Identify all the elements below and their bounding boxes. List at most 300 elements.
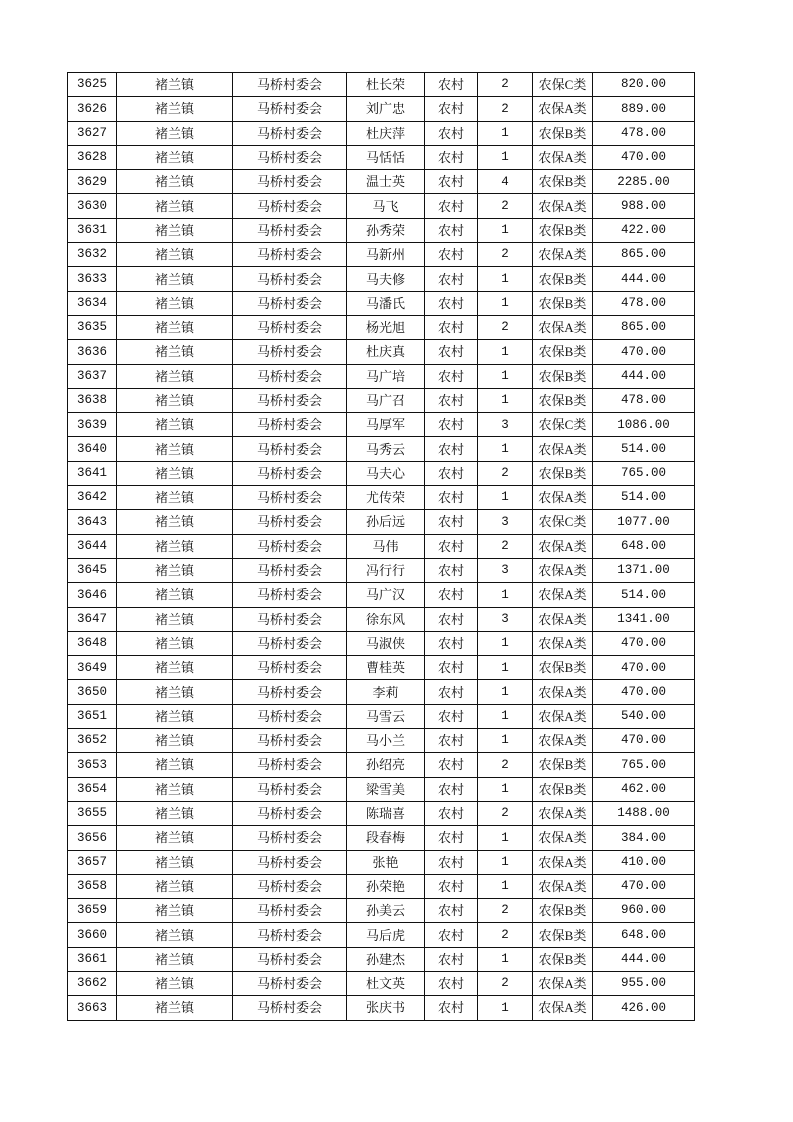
town-cell: 褚兰镇 (117, 729, 233, 753)
town-cell: 褚兰镇 (117, 145, 233, 169)
household-size-cell: 1 (478, 850, 533, 874)
row-number-cell: 3633 (68, 267, 117, 291)
name-cell: 温士英 (347, 170, 425, 194)
area-cell: 农村 (425, 291, 478, 315)
category-cell: 农保A类 (533, 486, 593, 510)
household-size-cell: 1 (478, 291, 533, 315)
town-cell: 褚兰镇 (117, 534, 233, 558)
name-cell: 孙绍亮 (347, 753, 425, 777)
row-number-cell: 3656 (68, 826, 117, 850)
village-cell: 马桥村委会 (233, 874, 347, 898)
amount-cell: 470.00 (593, 145, 695, 169)
name-cell: 李莉 (347, 680, 425, 704)
household-size-cell: 3 (478, 510, 533, 534)
amount-cell: 470.00 (593, 656, 695, 680)
town-cell: 褚兰镇 (117, 801, 233, 825)
name-cell: 马广培 (347, 364, 425, 388)
row-number-cell: 3643 (68, 510, 117, 534)
amount-cell: 820.00 (593, 73, 695, 97)
amount-cell: 889.00 (593, 97, 695, 121)
amount-cell: 444.00 (593, 364, 695, 388)
household-size-cell: 2 (478, 73, 533, 97)
amount-cell: 1077.00 (593, 510, 695, 534)
category-cell: 农保A类 (533, 996, 593, 1020)
household-size-cell: 1 (478, 340, 533, 364)
table-row (68, 73, 695, 97)
town-cell: 褚兰镇 (117, 753, 233, 777)
area-cell: 农村 (425, 267, 478, 291)
amount-cell: 955.00 (593, 971, 695, 995)
row-number-cell: 3626 (68, 97, 117, 121)
table-row (68, 486, 695, 510)
table-row (68, 801, 695, 825)
household-size-cell: 1 (478, 631, 533, 655)
area-cell: 农村 (425, 413, 478, 437)
household-size-cell: 2 (478, 194, 533, 218)
amount-cell: 422.00 (593, 218, 695, 242)
table-row (68, 218, 695, 242)
amount-cell: 462.00 (593, 777, 695, 801)
household-size-cell: 2 (478, 243, 533, 267)
area-cell: 农村 (425, 801, 478, 825)
amount-cell: 960.00 (593, 899, 695, 923)
household-size-cell: 3 (478, 607, 533, 631)
area-cell: 农村 (425, 388, 478, 412)
town-cell: 褚兰镇 (117, 777, 233, 801)
household-size-cell: 1 (478, 729, 533, 753)
area-cell: 农村 (425, 704, 478, 728)
row-number-cell: 3641 (68, 461, 117, 485)
town-cell: 褚兰镇 (117, 243, 233, 267)
category-cell: 农保B类 (533, 923, 593, 947)
household-size-cell: 1 (478, 996, 533, 1020)
household-size-cell: 2 (478, 315, 533, 339)
town-cell: 褚兰镇 (117, 656, 233, 680)
table-row (68, 583, 695, 607)
category-cell: 农保B类 (533, 170, 593, 194)
town-cell: 褚兰镇 (117, 437, 233, 461)
village-cell: 马桥村委会 (233, 534, 347, 558)
household-size-cell: 2 (478, 801, 533, 825)
row-number-cell: 3628 (68, 145, 117, 169)
area-cell: 农村 (425, 923, 478, 947)
category-cell: 农保B类 (533, 340, 593, 364)
town-cell: 褚兰镇 (117, 874, 233, 898)
row-number-cell: 3625 (68, 73, 117, 97)
household-size-cell: 2 (478, 534, 533, 558)
amount-cell: 410.00 (593, 850, 695, 874)
village-cell: 马桥村委会 (233, 631, 347, 655)
area-cell: 农村 (425, 899, 478, 923)
village-cell: 马桥村委会 (233, 558, 347, 582)
village-cell: 马桥村委会 (233, 899, 347, 923)
amount-cell: 478.00 (593, 291, 695, 315)
table-row (68, 996, 695, 1020)
row-number-cell: 3660 (68, 923, 117, 947)
area-cell: 农村 (425, 753, 478, 777)
benefit-list-table (67, 72, 695, 1021)
row-number-cell: 3638 (68, 388, 117, 412)
amount-cell: 648.00 (593, 534, 695, 558)
amount-cell: 988.00 (593, 194, 695, 218)
table-row (68, 826, 695, 850)
category-cell: 农保A类 (533, 971, 593, 995)
row-number-cell: 3648 (68, 631, 117, 655)
household-size-cell: 1 (478, 388, 533, 412)
amount-cell: 384.00 (593, 826, 695, 850)
category-cell: 农保B类 (533, 753, 593, 777)
area-cell: 农村 (425, 826, 478, 850)
area-cell: 农村 (425, 121, 478, 145)
amount-cell: 470.00 (593, 631, 695, 655)
row-number-cell: 3647 (68, 607, 117, 631)
town-cell: 褚兰镇 (117, 826, 233, 850)
town-cell: 褚兰镇 (117, 996, 233, 1020)
amount-cell: 514.00 (593, 486, 695, 510)
row-number-cell: 3635 (68, 315, 117, 339)
row-number-cell: 3637 (68, 364, 117, 388)
table-row (68, 388, 695, 412)
row-number-cell: 3629 (68, 170, 117, 194)
category-cell: 农保B类 (533, 291, 593, 315)
name-cell: 马淑侠 (347, 631, 425, 655)
area-cell: 农村 (425, 486, 478, 510)
name-cell: 马飞 (347, 194, 425, 218)
area-cell: 农村 (425, 170, 478, 194)
town-cell: 褚兰镇 (117, 486, 233, 510)
row-number-cell: 3657 (68, 850, 117, 874)
area-cell: 农村 (425, 218, 478, 242)
row-number-cell: 3627 (68, 121, 117, 145)
row-number-cell: 3654 (68, 777, 117, 801)
area-cell: 农村 (425, 777, 478, 801)
name-cell: 张艳 (347, 850, 425, 874)
amount-cell: 865.00 (593, 243, 695, 267)
area-cell: 农村 (425, 534, 478, 558)
category-cell: 农保A类 (533, 558, 593, 582)
name-cell: 孙荣艳 (347, 874, 425, 898)
village-cell: 马桥村委会 (233, 996, 347, 1020)
row-number-cell: 3658 (68, 874, 117, 898)
table-row (68, 315, 695, 339)
amount-cell: 765.00 (593, 461, 695, 485)
area-cell: 农村 (425, 558, 478, 582)
category-cell: 农保A类 (533, 534, 593, 558)
amount-cell: 648.00 (593, 923, 695, 947)
area-cell: 农村 (425, 607, 478, 631)
table-row (68, 145, 695, 169)
village-cell: 马桥村委会 (233, 680, 347, 704)
household-size-cell: 1 (478, 364, 533, 388)
area-cell: 农村 (425, 315, 478, 339)
row-number-cell: 3649 (68, 656, 117, 680)
table-row (68, 97, 695, 121)
town-cell: 褚兰镇 (117, 850, 233, 874)
amount-cell: 514.00 (593, 583, 695, 607)
amount-cell: 470.00 (593, 729, 695, 753)
name-cell: 马恬恬 (347, 145, 425, 169)
name-cell: 马夫心 (347, 461, 425, 485)
name-cell: 孙美云 (347, 899, 425, 923)
village-cell: 马桥村委会 (233, 218, 347, 242)
row-number-cell: 3634 (68, 291, 117, 315)
name-cell: 马雪云 (347, 704, 425, 728)
name-cell: 马秀云 (347, 437, 425, 461)
household-size-cell: 2 (478, 923, 533, 947)
name-cell: 马小兰 (347, 729, 425, 753)
row-number-cell: 3636 (68, 340, 117, 364)
town-cell: 褚兰镇 (117, 510, 233, 534)
table-row (68, 461, 695, 485)
category-cell: 农保A类 (533, 631, 593, 655)
household-size-cell: 2 (478, 753, 533, 777)
name-cell: 杜庆真 (347, 340, 425, 364)
village-cell: 马桥村委会 (233, 315, 347, 339)
village-cell: 马桥村委会 (233, 510, 347, 534)
village-cell: 马桥村委会 (233, 656, 347, 680)
village-cell: 马桥村委会 (233, 121, 347, 145)
town-cell: 褚兰镇 (117, 364, 233, 388)
category-cell: 农保A类 (533, 874, 593, 898)
amount-cell: 1371.00 (593, 558, 695, 582)
amount-cell: 1341.00 (593, 607, 695, 631)
table-row (68, 753, 695, 777)
amount-cell: 514.00 (593, 437, 695, 461)
household-size-cell: 1 (478, 777, 533, 801)
amount-cell: 1488.00 (593, 801, 695, 825)
amount-cell: 540.00 (593, 704, 695, 728)
area-cell: 农村 (425, 874, 478, 898)
area-cell: 农村 (425, 194, 478, 218)
town-cell: 褚兰镇 (117, 583, 233, 607)
table-row (68, 534, 695, 558)
name-cell: 孙后远 (347, 510, 425, 534)
table-body (68, 73, 695, 1021)
village-cell: 马桥村委会 (233, 364, 347, 388)
town-cell: 褚兰镇 (117, 704, 233, 728)
table-row (68, 874, 695, 898)
table-row (68, 656, 695, 680)
table-row (68, 413, 695, 437)
household-size-cell: 1 (478, 826, 533, 850)
village-cell: 马桥村委会 (233, 753, 347, 777)
area-cell: 农村 (425, 73, 478, 97)
name-cell: 陈瑞喜 (347, 801, 425, 825)
name-cell: 张庆书 (347, 996, 425, 1020)
row-number-cell: 3650 (68, 680, 117, 704)
table-row (68, 170, 695, 194)
table-row (68, 923, 695, 947)
row-number-cell: 3632 (68, 243, 117, 267)
amount-cell: 765.00 (593, 753, 695, 777)
area-cell: 农村 (425, 656, 478, 680)
household-size-cell: 3 (478, 558, 533, 582)
category-cell: 农保A类 (533, 315, 593, 339)
row-number-cell: 3651 (68, 704, 117, 728)
household-size-cell: 1 (478, 656, 533, 680)
name-cell: 马潘氏 (347, 291, 425, 315)
name-cell: 尤传荣 (347, 486, 425, 510)
table-row (68, 729, 695, 753)
name-cell: 孙建杰 (347, 947, 425, 971)
area-cell: 农村 (425, 680, 478, 704)
area-cell: 农村 (425, 340, 478, 364)
category-cell: 农保B类 (533, 121, 593, 145)
category-cell: 农保B类 (533, 388, 593, 412)
amount-cell: 470.00 (593, 340, 695, 364)
category-cell: 农保B类 (533, 947, 593, 971)
row-number-cell: 3663 (68, 996, 117, 1020)
village-cell: 马桥村委会 (233, 413, 347, 437)
name-cell: 马新州 (347, 243, 425, 267)
row-number-cell: 3661 (68, 947, 117, 971)
village-cell: 马桥村委会 (233, 777, 347, 801)
area-cell: 农村 (425, 947, 478, 971)
household-size-cell: 1 (478, 145, 533, 169)
village-cell: 马桥村委会 (233, 729, 347, 753)
village-cell: 马桥村委会 (233, 97, 347, 121)
village-cell: 马桥村委会 (233, 267, 347, 291)
household-size-cell: 1 (478, 874, 533, 898)
town-cell: 褚兰镇 (117, 631, 233, 655)
household-size-cell: 1 (478, 704, 533, 728)
amount-cell: 426.00 (593, 996, 695, 1020)
household-size-cell: 2 (478, 899, 533, 923)
name-cell: 杨光旭 (347, 315, 425, 339)
table-row (68, 899, 695, 923)
table-row (68, 704, 695, 728)
town-cell: 褚兰镇 (117, 923, 233, 947)
row-number-cell: 3646 (68, 583, 117, 607)
row-number-cell: 3659 (68, 899, 117, 923)
row-number-cell: 3645 (68, 558, 117, 582)
area-cell: 农村 (425, 97, 478, 121)
row-number-cell: 3652 (68, 729, 117, 753)
name-cell: 马广召 (347, 388, 425, 412)
town-cell: 褚兰镇 (117, 218, 233, 242)
household-size-cell: 1 (478, 218, 533, 242)
amount-cell: 444.00 (593, 947, 695, 971)
village-cell: 马桥村委会 (233, 971, 347, 995)
town-cell: 褚兰镇 (117, 558, 233, 582)
table-row (68, 971, 695, 995)
household-size-cell: 3 (478, 413, 533, 437)
table-row (68, 340, 695, 364)
category-cell: 农保B类 (533, 899, 593, 923)
town-cell: 褚兰镇 (117, 899, 233, 923)
town-cell: 褚兰镇 (117, 170, 233, 194)
row-number-cell: 3631 (68, 218, 117, 242)
village-cell: 马桥村委会 (233, 340, 347, 364)
table-row (68, 437, 695, 461)
table-row (68, 291, 695, 315)
row-number-cell: 3662 (68, 971, 117, 995)
household-size-cell: 1 (478, 680, 533, 704)
area-cell: 农村 (425, 437, 478, 461)
name-cell: 马夫修 (347, 267, 425, 291)
category-cell: 农保B类 (533, 461, 593, 485)
village-cell: 马桥村委会 (233, 583, 347, 607)
category-cell: 农保A类 (533, 850, 593, 874)
table-row (68, 121, 695, 145)
category-cell: 农保A类 (533, 194, 593, 218)
village-cell: 马桥村委会 (233, 826, 347, 850)
category-cell: 农保B类 (533, 364, 593, 388)
village-cell: 马桥村委会 (233, 461, 347, 485)
category-cell: 农保A类 (533, 437, 593, 461)
village-cell: 马桥村委会 (233, 486, 347, 510)
name-cell: 段春梅 (347, 826, 425, 850)
village-cell: 马桥村委会 (233, 704, 347, 728)
town-cell: 褚兰镇 (117, 315, 233, 339)
category-cell: 农保C类 (533, 73, 593, 97)
area-cell: 农村 (425, 850, 478, 874)
category-cell: 农保A类 (533, 729, 593, 753)
row-number-cell: 3653 (68, 753, 117, 777)
amount-cell: 444.00 (593, 267, 695, 291)
table-row (68, 510, 695, 534)
name-cell: 杜庆萍 (347, 121, 425, 145)
category-cell: 农保A类 (533, 97, 593, 121)
town-cell: 褚兰镇 (117, 73, 233, 97)
town-cell: 褚兰镇 (117, 461, 233, 485)
amount-cell: 865.00 (593, 315, 695, 339)
area-cell: 农村 (425, 996, 478, 1020)
area-cell: 农村 (425, 583, 478, 607)
category-cell: 农保A类 (533, 145, 593, 169)
household-size-cell: 2 (478, 461, 533, 485)
category-cell: 农保A类 (533, 583, 593, 607)
table-row (68, 631, 695, 655)
row-number-cell: 3642 (68, 486, 117, 510)
amount-cell: 2285.00 (593, 170, 695, 194)
category-cell: 农保C类 (533, 510, 593, 534)
name-cell: 梁雪美 (347, 777, 425, 801)
area-cell: 农村 (425, 364, 478, 388)
table-row (68, 777, 695, 801)
area-cell: 农村 (425, 510, 478, 534)
category-cell: 农保B类 (533, 656, 593, 680)
category-cell: 农保B类 (533, 777, 593, 801)
town-cell: 褚兰镇 (117, 194, 233, 218)
town-cell: 褚兰镇 (117, 388, 233, 412)
name-cell: 杜长荣 (347, 73, 425, 97)
category-cell: 农保A类 (533, 243, 593, 267)
town-cell: 褚兰镇 (117, 291, 233, 315)
row-number-cell: 3639 (68, 413, 117, 437)
category-cell: 农保B类 (533, 218, 593, 242)
town-cell: 褚兰镇 (117, 97, 233, 121)
town-cell: 褚兰镇 (117, 413, 233, 437)
category-cell: 农保A类 (533, 801, 593, 825)
village-cell: 马桥村委会 (233, 850, 347, 874)
table-row (68, 607, 695, 631)
household-size-cell: 1 (478, 583, 533, 607)
town-cell: 褚兰镇 (117, 680, 233, 704)
village-cell: 马桥村委会 (233, 388, 347, 412)
table-row (68, 947, 695, 971)
town-cell: 褚兰镇 (117, 971, 233, 995)
name-cell: 杜文英 (347, 971, 425, 995)
category-cell: 农保A类 (533, 680, 593, 704)
table-row (68, 680, 695, 704)
category-cell: 农保B类 (533, 267, 593, 291)
name-cell: 马后虎 (347, 923, 425, 947)
town-cell: 褚兰镇 (117, 947, 233, 971)
row-number-cell: 3630 (68, 194, 117, 218)
household-size-cell: 2 (478, 97, 533, 121)
area-cell: 农村 (425, 461, 478, 485)
